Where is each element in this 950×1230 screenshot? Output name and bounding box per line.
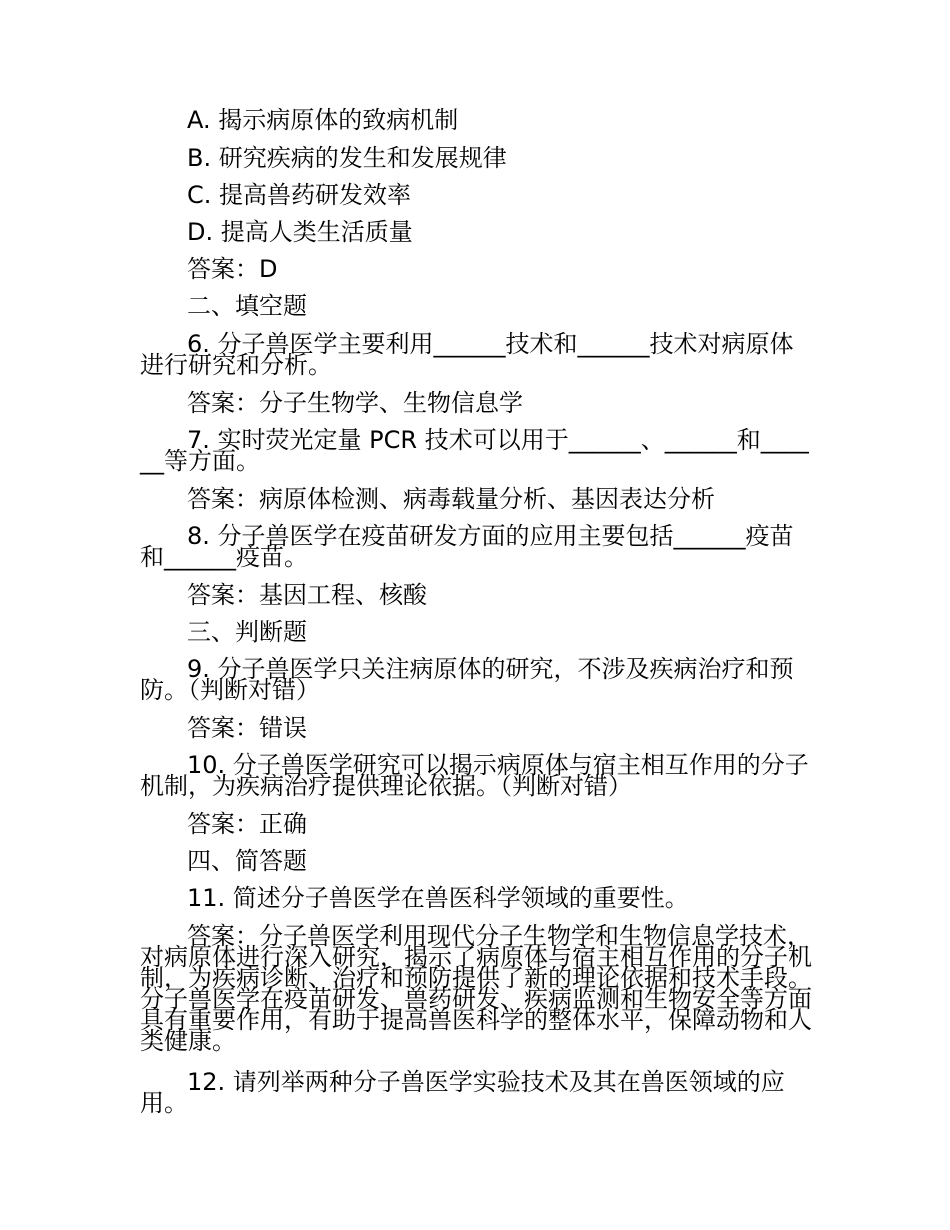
question-9: 9. 分子兽医学只关注病原体的研究，不涉及疾病治疗和预防。（判断对错）	[140, 655, 794, 704]
answer-5: 答案：D	[187, 255, 278, 283]
question-10: 10. 分子兽医学研究可以揭示病原体与宿主相互作用的分子机制，为疾病治疗提供理论依据。（判断对错）	[140, 751, 809, 800]
option-c: C. 提高兽药研发效率	[187, 181, 412, 209]
question-8: 8. 分子兽医学在疫苗研发方面的应用主要包括______疫苗和______疫苗。	[140, 522, 794, 571]
option-a: A. 揭示病原体的致病机制	[187, 106, 459, 134]
answer-8: 答案：基因工程、核酸	[187, 581, 427, 609]
question-11: 11. 简述分子兽医学在兽医科学领域的重要性。	[187, 884, 689, 912]
option-d: D. 提高人类生活质量	[187, 218, 413, 246]
question-7: 7. 实时荧光定量 PCR 技术可以用于______、______和______等方面。	[140, 426, 809, 475]
section-heading-fill-blank: 二、填空题	[187, 292, 307, 320]
section-heading-short-answer: 四、简答题	[187, 847, 307, 875]
answer-11: 答案：分子兽医学利用现代分子生物学和生物信息学技术，对病原体进行深入研究，揭示了病原体与宿主相互作用的分子机制，为疾病诊断、治疗和预防提供了新的理论依据和技术手段。分子兽医学在疫苗研发、兽药研发、疾病监测和生物安全等方面具有重要作用，有助于提高兽医科学的整体水平，保障动物和人类健康。	[140, 922, 812, 1055]
section-heading-true-false: 三、判断题	[187, 618, 307, 646]
question-12: 12. 请列举两种分子兽医学实验技术及其在兽医领域的应用。	[140, 1068, 785, 1117]
answer-10: 答案：正确	[187, 810, 307, 838]
answer-7: 答案：病原体检测、病毒载量分析、基因表达分析	[187, 485, 715, 513]
option-b: B. 研究疾病的发生和发展规律	[187, 144, 507, 172]
answer-9: 答案：错误	[187, 714, 307, 742]
question-6: 6. 分子兽医学主要利用______技术和______技术对病原体进行研究和分析。	[140, 330, 794, 379]
answer-6: 答案：分子生物学、生物信息学	[187, 389, 523, 417]
